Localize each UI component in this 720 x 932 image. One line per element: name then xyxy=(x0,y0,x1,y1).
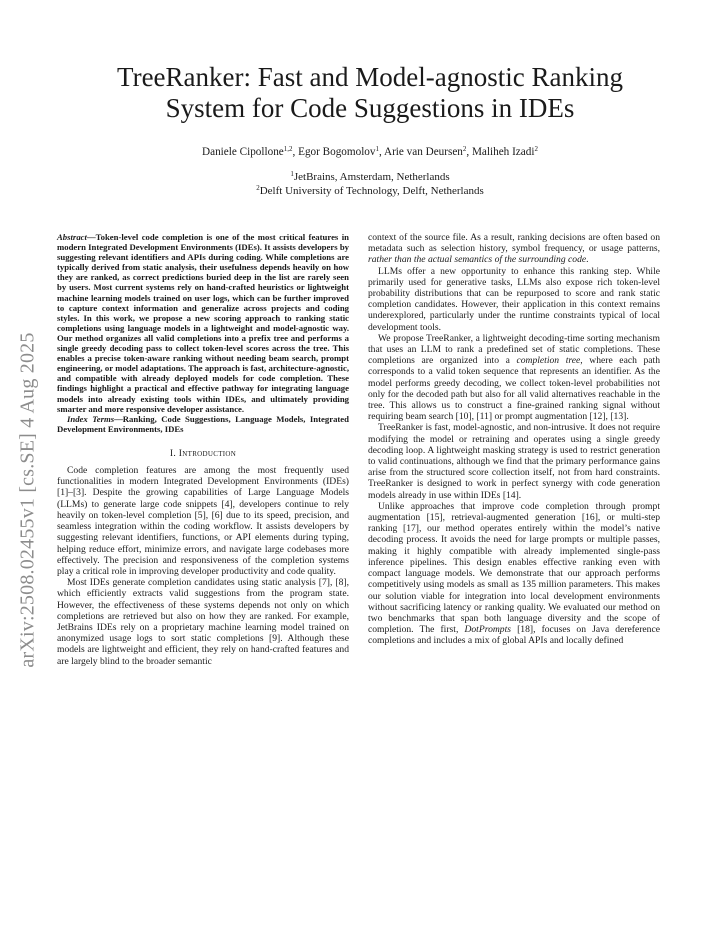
affiliation-text: Delft University of Technology, Delft, Netherlands xyxy=(259,185,484,197)
affiliation-text: JetBrains, Amsterdam, Netherlands xyxy=(293,171,450,183)
abstract-text: —Token-level code completion is one of the most critical features in modern Integrated Development Environments (IDEs). It assists developers by suggesting relevant identifiers and APIs during coding. While completions are typically derived from static analysis, their usefulness depends heavily on how they are ranked, as correct predictions buried deep in the list are rarely seen by users. Most current systems rely on hand-crafted heuristics or lightweight machine learning models trained on user logs, which can be further improved to capture context information and generalize across projects and coding styles. In this work, we propose a new scoring approach to ranking static completions using language models in a lightweight and model-agnostic way. Our method organizes all valid completions into a prefix tree and performs a single greedy decoding pass to collect token-level scores across the tree. This enables a precise token-aware ranking without needing beam search, prompt engineering, or model adaptations. The approach is fast, architecture-agnostic, and compatible with already deployed models for code completion. These findings highlight a practical and effective pathway for integrating language models into already existing tools within IDEs, and ultimately providing smarter and more responsive developer assistance. xyxy=(57,232,349,414)
right-column xyxy=(368,232,660,647)
author-affiliation-mark: 1,2 xyxy=(283,145,293,153)
paragraph xyxy=(368,333,660,423)
abstract-label: Abstract xyxy=(57,232,87,242)
author-list: Daniele Cipollone$^{1,2}$, Egor Bogomolov$^1$, Arie van Deursen$^2$, Maliheh Izadi$^2$ xyxy=(202,145,538,158)
index-terms xyxy=(57,414,349,434)
paragraph-text: We propose TreeRanker, a lightweight decoding-time sorting mechanism that uses an LLM to rank a predefined set of static completions. These completions are organized into a xyxy=(368,332,660,367)
section-number: I. xyxy=(169,447,177,459)
index-terms-label: Index Terms xyxy=(67,413,115,424)
paragraph xyxy=(368,501,660,647)
abstract xyxy=(57,232,349,414)
paragraph: LLMs offer a new opportunity to enhance this ranking step. While primarily used for generative tasks, LLMs also expose rich token-level probability distributions that can be repurposed to score and rank static completion candidates. However, their application in this context remains underexplored, particularly under the runtime constraints typical of local development tools. xyxy=(368,265,660,333)
author-name: Arie van Deursen xyxy=(383,146,463,158)
paragraph-text: . xyxy=(586,254,589,266)
arxiv-identifier: arXiv:2508.02455v1 [cs.SE] 4 Aug 2025 xyxy=(16,332,39,668)
author-name: Daniele Cipollone xyxy=(202,146,284,158)
author-name: Maliheh Izadi xyxy=(471,146,535,158)
affiliation-mark: 1 xyxy=(290,170,294,178)
left-column xyxy=(57,232,349,667)
paragraph-text: Unlike approaches that improve code completion through prompt augmentation [15], retrieval-augmented generation [16], or multi-step ranking [17], our method operates entirely within the model’s native decoding process. It avoids the need for large prompts or multiple passes, making it highly compatible with already implemented single-pass inference pipelines. This design enables effective ranking even with compact language models. We demonstrate that our approach performs competitively using models as small as 135 million parameters. This makes our solution viable for integration into local development environments without sacrificing latency or ranking quality. We evaluated our method on two benchmarks that span both language diversity and the scope of completion. The first, xyxy=(368,500,660,636)
paragraph: TreeRanker is fast, model-agnostic, and non-intrusive. It does not require modifying the model or retraining and operates using a single greedy decoding loop. A lightweight masking strategy is used to restrict generation to valid continuations, although we find that the primary performance gains arise from the structured score collection itself, not from hard constraints. TreeRanker is designed to work in perfect synergy with code generation models already in use within IDEs [14]. xyxy=(368,422,660,501)
paragraph: Most IDEs generate completion candidates using static analysis [7], [8], which efficiently extracts valid suggestions from the program state. However, the effectiveness of these systems depends not only on which completions are retrieved but also on how they are ranked. For example, JetBrains IDEs rely on a proprietary machine learning model trained on anonymized usage logs to sort static completions [9]. Although these models are lightweight and efficient, they rely on hand-crafted features and are largely blind to the broader semantic xyxy=(57,577,349,667)
author-name: Egor Bogomolov xyxy=(298,146,376,158)
section-title: Introduction xyxy=(178,447,237,459)
affiliation-mark: 2 xyxy=(256,184,260,192)
emphasis-text: DotPrompts xyxy=(464,624,511,636)
emphasis-text: rather than the actual semantics of the surrounding code xyxy=(368,254,587,266)
paragraph xyxy=(368,232,660,266)
paper-title xyxy=(70,62,670,124)
affiliations xyxy=(70,170,670,198)
index-terms-text: —Ranking, Code Suggestions, Language Models, Integrated Development Environments, IDEs xyxy=(57,413,349,434)
arxiv-sidebar-stamp xyxy=(8,300,48,700)
author-affiliation-mark: 2 xyxy=(462,145,467,153)
affiliation-line xyxy=(70,184,670,198)
paragraph-text: context of the source file. As a result, ranking decisions are often based on metadata such as selection history, symbol frequency, or usage patterns, xyxy=(368,232,660,255)
title-line-2: System for Code Suggestions in IDEs xyxy=(165,93,575,123)
author-affiliation-mark: 1 xyxy=(375,145,379,153)
emphasis-text: completion tree xyxy=(516,355,581,367)
paragraph-text: , where each path corresponds to a valid token sequence that represents an identifier. As the model performs greedy decoding, we collect token-level probabilities not only for the decoded path but also for all valid alternatives reachable in the tree. This allows us to construct a fine-grained ranking signal without requiring beam search [10], [11] or prompt augmentation [12], [13]. xyxy=(368,355,660,423)
affiliation-line xyxy=(70,170,670,184)
author-affiliation-mark: 2 xyxy=(534,145,538,153)
paragraph-text: [18], focuses on Java dereference completions and includes a mix of global APIs and locally defined xyxy=(368,624,660,647)
paragraph: Code completion features are among the most frequently used functionalities in modern Integrated Development Environments (IDEs) [1]–[3]. Despite the growing capabilities of Large Language Models (LLMs) to generate large code snippets [4], developers continue to rely heavily on token-level completion [5], [6] due to its speed, precision, and seamless integration within the coding workflow. It assists developers by suggesting relevant identifiers, functions, or API elements during typing, helping reduce effort, minimize errors, and navigate large codebases more effectively. The precision and responsiveness of the completion systems play a critical role in improving developer productivity and code quality. xyxy=(57,465,349,577)
title-line-1: TreeRanker: Fast and Model-agnostic Ranking xyxy=(117,62,623,92)
section-heading-introduction xyxy=(57,448,349,459)
